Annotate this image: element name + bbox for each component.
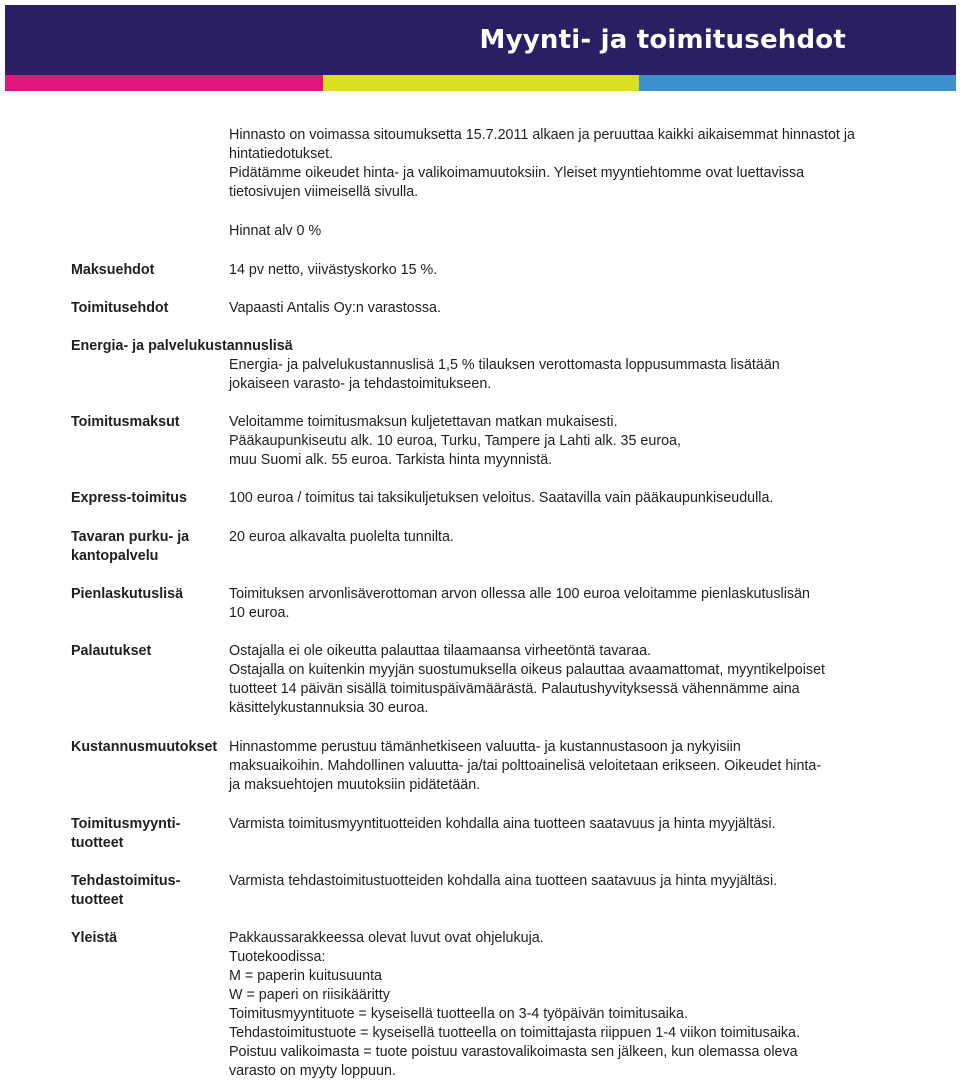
section-text-line: Tuotekoodissa: [229, 949, 326, 965]
section-text-line: maksuaikoihin. Mahdollinen valuutta- ja/tai polttoainelisä veloitetaan erikseen. Oikeudet hinta- [229, 758, 822, 774]
express-label [71, 489, 226, 508]
section-text-line: Toimituksen arvonlisäverottoman arvon ollessa alle 100 euroa veloitamme pienlaskutuslisän [229, 586, 810, 602]
section-label: Express-toimitus [71, 490, 187, 506]
section-label: Tavaran purku- ja [71, 529, 190, 545]
page-title: Myynti- ja toimitusehdot [479, 25, 846, 55]
maksuehdot-text [229, 261, 879, 280]
pienlaskutus-text [229, 585, 879, 623]
section-text-line: Hinnastomme perustuu tämänhetkiseen valuutta- ja kustannustasoon ja nykyisiin [229, 739, 741, 755]
yleista-label [71, 929, 226, 948]
section-text-line: Toimitusmyyntituote = kyseisellä tuotteella on 3-4 työpäivän toimitusaika. [229, 1006, 688, 1022]
energia-label [71, 337, 471, 356]
section-label: tuotteet [71, 835, 124, 851]
section-label: Toimitusmaksut [71, 414, 180, 430]
section-label: Maksuehdot [71, 262, 155, 278]
section-label: Kustannusmuutokset [71, 739, 218, 755]
section-text-line: Pääkaupunkiseutu alk. 10 euroa, Turku, Tampere ja Lahti alk. 35 euroa, [229, 433, 681, 449]
intro-line: tietosivujen viimeisellä sivulla. [229, 184, 419, 200]
section-label: Pienlaskutuslisä [71, 586, 184, 602]
section-text-line: Pakkaussarakkeessa olevat luvut ovat ohjelukuja. [229, 930, 544, 946]
express-text [229, 489, 879, 508]
tehdastoimitus-label [71, 872, 226, 910]
section-text-line: ja maksuehtojen muutoksiin pidätetään. [229, 777, 481, 793]
toimitusmyynti-text [229, 815, 879, 834]
kustannusmuutokset-label [71, 738, 226, 757]
section-text-line: 14 pv netto, viivästyskorko 15 %. [229, 262, 438, 278]
section-text-line: Ostajalla ei ole oikeutta palauttaa tilaamaansa virheetöntä tavaraa. [229, 643, 652, 659]
section-label: Palautukset [71, 643, 152, 659]
section-text-line: muu Suomi alk. 55 euroa. Tarkista hinta myynnistä. [229, 452, 553, 468]
section-text-line: Varmista tehdastoimitustuotteiden kohdalla aina tuotteen saatavuus ja hinta myyjältäsi. [229, 873, 778, 889]
intro-line: hintatiedotukset. [229, 146, 334, 162]
section-text-line: W = paperi on riisikääritty [229, 987, 390, 1003]
section-text-line: Ostajalla on kuitenkin myyjän suostumuksella oikeus palauttaa avaamattomat, myyntikelpoiset [229, 662, 826, 678]
section-text-line: Varmista toimitusmyyntituotteiden kohdalla aina tuotteen saatavuus ja hinta myyjältäsi. [229, 816, 776, 832]
tehdastoimitus-text [229, 872, 879, 891]
section-text-line: 20 euroa alkavalta puolelta tunnilta. [229, 529, 454, 545]
section-label: kantopalvelu [71, 548, 159, 564]
section-text-line: M = paperin kuitusuunta [229, 968, 382, 984]
section-label: Energia- ja palvelukustannuslisä [71, 338, 293, 354]
section-text-line: tuotteet 14 päivän sisällä toimituspäivämäärästä. Palautushyvityksessä vähennämme aina [229, 681, 800, 697]
intro-line: Pidätämme oikeudet hinta- ja valikoimamuutoksiin. Yleiset myyntiehtomme ovat luettavissa [229, 165, 805, 181]
energia-text [229, 356, 879, 394]
purku-text [229, 528, 879, 547]
purku-label [71, 528, 226, 566]
section-label: Toimitusehdot [71, 300, 169, 316]
toimitusmaksut-text [229, 413, 879, 470]
toimitusehdot-text [229, 299, 879, 318]
vat-note: Hinnat alv 0 % [229, 223, 322, 239]
section-text-line: Poistuu valikoimasta = tuote poistuu varastovalikoimasta sen jälkeen, kun olemassa oleva [229, 1044, 798, 1060]
yleista-text [229, 929, 879, 1081]
section-text-line: Vapaasti Antalis Oy:n varastossa. [229, 300, 441, 316]
section-text-line: Veloitamme toimitusmaksun kuljetettavan matkan mukaisesti. [229, 414, 618, 430]
section-text-line: jokaiseen varasto- ja tehdastoimitukseen. [229, 376, 492, 392]
palautukset-text [229, 642, 879, 718]
intro-line: Hinnasto on voimassa sitoumuksetta 15.7.2011 alkaen ja peruuttaa kaikki aikaisemmat hinnastot ja [229, 127, 855, 143]
section-label: Tehdastoimitus- [71, 873, 181, 889]
section-text-line: 100 euroa / toimitus tai taksikuljetuksen veloitus. Saatavilla vain pääkaupunkiseudulla. [229, 490, 774, 506]
section-text-line: Energia- ja palvelukustannuslisä 1,5 % tilauksen verottomasta loppusummasta lisätään [229, 357, 780, 373]
toimitusehdot-label [71, 299, 226, 318]
section-label: Toimitusmyynti- [71, 816, 181, 832]
toimitusmaksut-label [71, 413, 226, 432]
section-text-line: käsittelykustannuksia 30 euroa. [229, 700, 429, 716]
section-label: Yleistä [71, 930, 118, 946]
palautukset-label [71, 642, 226, 661]
maksuehdot-label [71, 261, 226, 280]
toimitusmyynti-label [71, 815, 226, 853]
section-text-line: varasto on myyty loppuun. [229, 1063, 396, 1079]
intro-text [229, 126, 879, 202]
section-text-line: Tehdastoimitustuote = kyseisellä tuotteella on toimittajasta riippuen 1-4 viikon toimitusaika. [229, 1025, 800, 1041]
section-label: tuotteet [71, 892, 124, 908]
pienlaskutus-label [71, 585, 226, 604]
kustannusmuutokset-text [229, 738, 879, 795]
section-text-line: 10 euroa. [229, 605, 290, 621]
